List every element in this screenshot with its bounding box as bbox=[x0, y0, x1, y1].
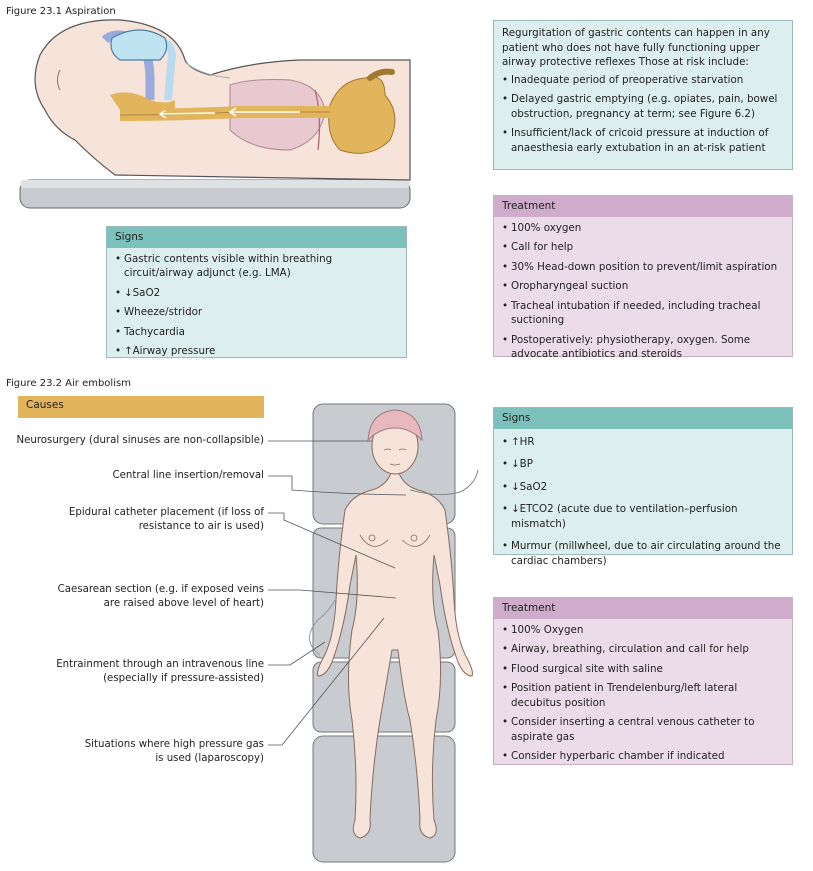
treatment-item: • 100% Oxygen bbox=[502, 623, 784, 638]
embolism-signs-box bbox=[493, 407, 793, 567]
risk-item: • Delayed gastric emptying (e.g. opiates, pain, bowel obstruction, pregnancy at term; see Figure 6.2) bbox=[502, 92, 784, 121]
aspiration-treatment-header: Treatment bbox=[494, 196, 792, 217]
sign-item: • ↑HR bbox=[502, 435, 784, 450]
cause-label-iv-line: Entrainment through an intravenous line (especially if pressure-assisted) bbox=[56, 659, 264, 684]
treatment-item: • Call for help bbox=[502, 240, 784, 255]
treatment-item: • Flood surgical site with saline bbox=[502, 662, 784, 677]
sign-item: • Murmur (millwheel, due to air circulating around the cardiac chambers) bbox=[502, 539, 784, 568]
treatment-item: • Airway, breathing, circulation and call for help bbox=[502, 642, 784, 657]
aspiration-risk-text: Regurgitation of gastric contents can happen in any patient who does not have fully functioning upper airway protective reflexes Those at risk include: bbox=[502, 27, 770, 68]
embolism-signs-header: Signs bbox=[494, 408, 792, 429]
aspiration-signs-header: Signs bbox=[107, 227, 406, 248]
sign-item: • ↓BP bbox=[502, 457, 784, 472]
sign-item: • ↓SaO2 bbox=[115, 286, 398, 301]
sign-item: • ↑Airway pressure bbox=[115, 344, 398, 359]
cause-label-neurosurgery: Neurosurgery (dural sinuses are non-collapsible) bbox=[16, 435, 264, 446]
sign-item: • Gastric contents visible within breathing circuit/airway adjunct (e.g. LMA) bbox=[115, 252, 398, 281]
risk-item: • Insufficient/lack of cricoid pressure at induction of anaesthesia early extubation in an at-risk patient bbox=[502, 126, 784, 155]
cause-label-caesarean: Caesarean section (e.g. if exposed veins are raised above level of heart) bbox=[57, 584, 264, 609]
causes-header: Causes bbox=[18, 396, 264, 418]
sign-item: • ↓SaO2 bbox=[502, 480, 784, 495]
figure-2-title: Figure 23.2 Air embolism bbox=[6, 378, 131, 389]
sign-item: • Wheeze/stridor bbox=[115, 305, 398, 320]
embolism-treatment-header: Treatment bbox=[494, 598, 792, 619]
treatment-item: • Oropharyngeal suction bbox=[502, 279, 784, 294]
treatment-item: • 30% Head-down position to prevent/limit aspiration bbox=[502, 260, 784, 275]
risk-item: • Inadequate period of preoperative starvation bbox=[502, 73, 784, 88]
cause-label-central-line: Central line insertion/removal bbox=[112, 470, 264, 481]
treatment-item: • 100% oxygen bbox=[502, 221, 784, 236]
treatment-item: • Consider hyperbaric chamber if indicated bbox=[502, 749, 784, 764]
treatment-item: • Position patient in Trendelenburg/left lateral decubitus position bbox=[502, 681, 784, 710]
treatment-item: • Tracheal intubation if needed, including tracheal suctioning bbox=[502, 299, 784, 328]
treatment-item: • Consider inserting a central venous catheter to aspirate gas bbox=[502, 715, 784, 744]
treatment-item: • Postoperatively: physiotherapy, oxygen. Some advocate antibiotics and steroids bbox=[502, 333, 784, 362]
cause-label-high-pressure-gas: Situations where high pressure gas is used (laparoscopy) bbox=[84, 739, 264, 764]
sign-item: • Tachycardia bbox=[115, 325, 398, 340]
embolism-treatment-box bbox=[493, 597, 793, 765]
sign-item: • ↓ETCO2 (acute due to ventilation–perfusion mismatch) bbox=[502, 502, 784, 531]
cause-label-epidural: Epidural catheter placement (if loss of resistance to air is used) bbox=[68, 507, 264, 532]
figure-1-title: Figure 23.1 Aspiration bbox=[6, 6, 116, 17]
